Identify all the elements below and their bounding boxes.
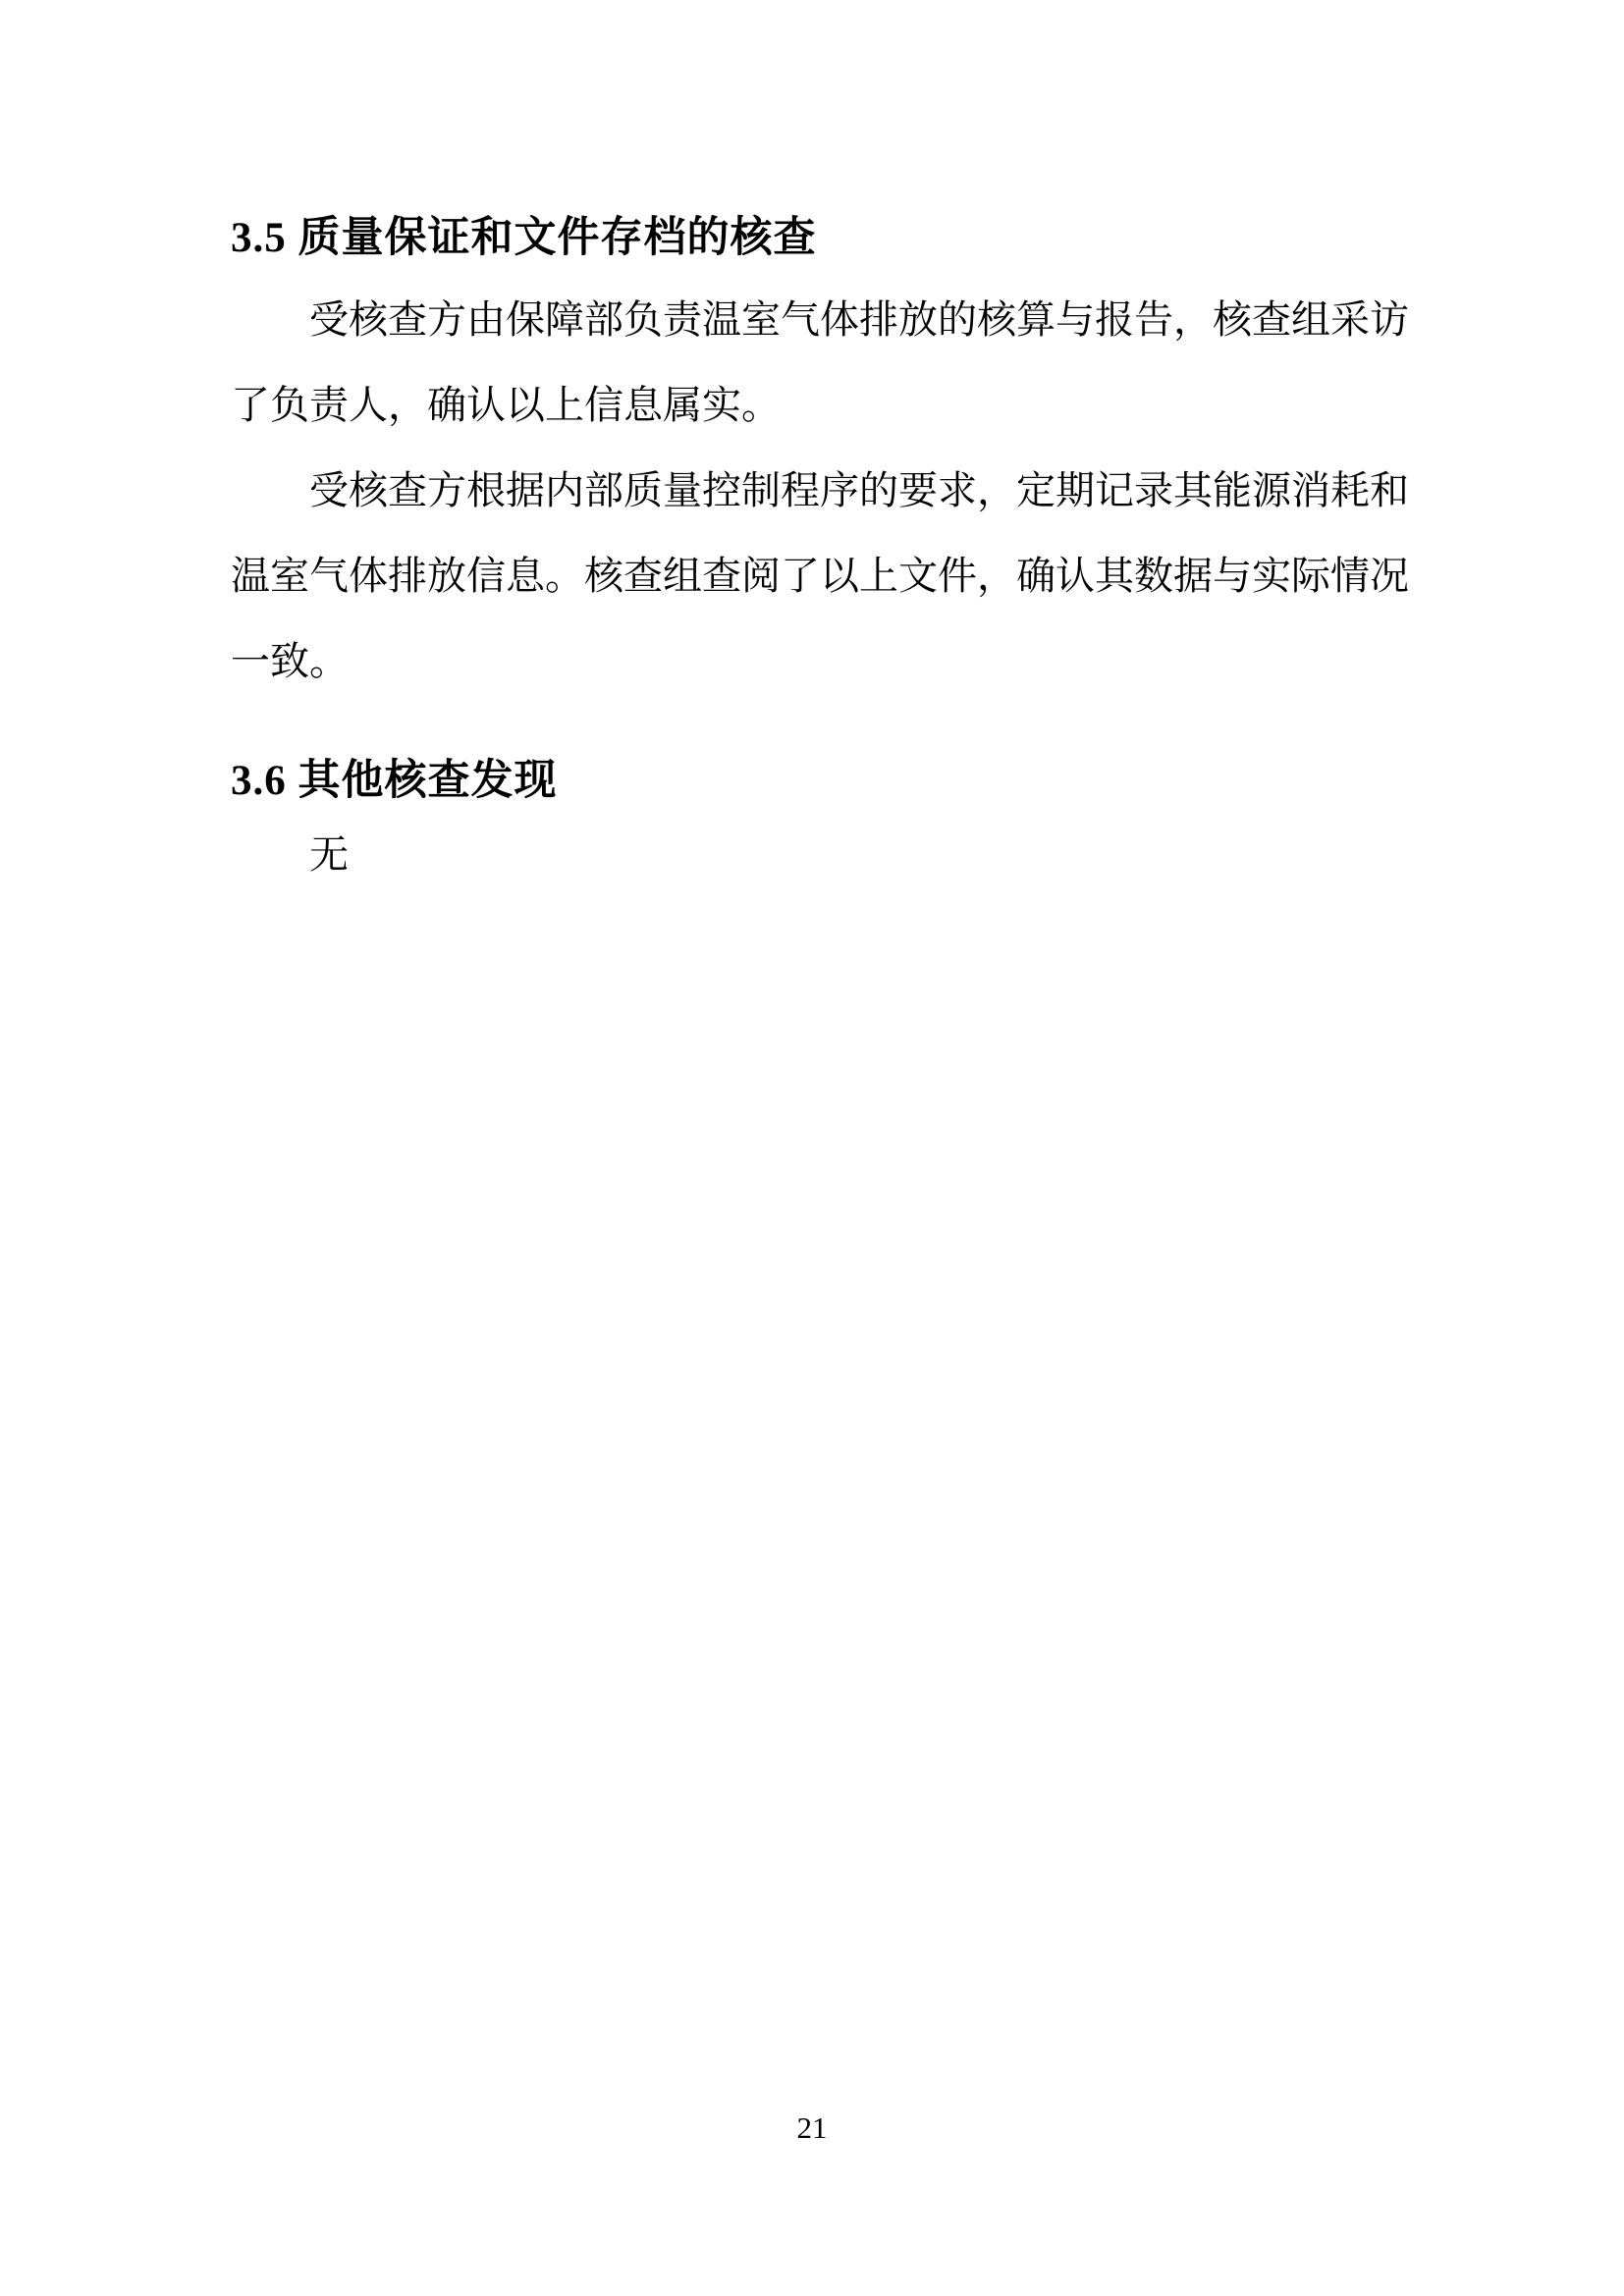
paragraph: 受核查方由保障部负责温室气体排放的核算与报告，核查组采访了负责人，确认以上信息属实。 [231, 297, 1409, 427]
page-number: 21 [796, 2110, 828, 2145]
paragraph: 无 [309, 832, 349, 877]
section-heading-3-6: 3.6 其他核查发现 [231, 758, 558, 804]
paragraph: 受核查方根据内部质量控制程序的要求，定期记录其能源消耗和温室气体排放信息。核查组查阅了以上文件，确认其数据与实际情况一致。 [231, 468, 1409, 683]
section-3-6-body [231, 812, 1409, 897]
section-3-5-body [231, 277, 1409, 704]
page-content [231, 0, 1409, 897]
section-heading-3-5: 3.5 质量保证和文件存档的核查 [231, 215, 817, 261]
